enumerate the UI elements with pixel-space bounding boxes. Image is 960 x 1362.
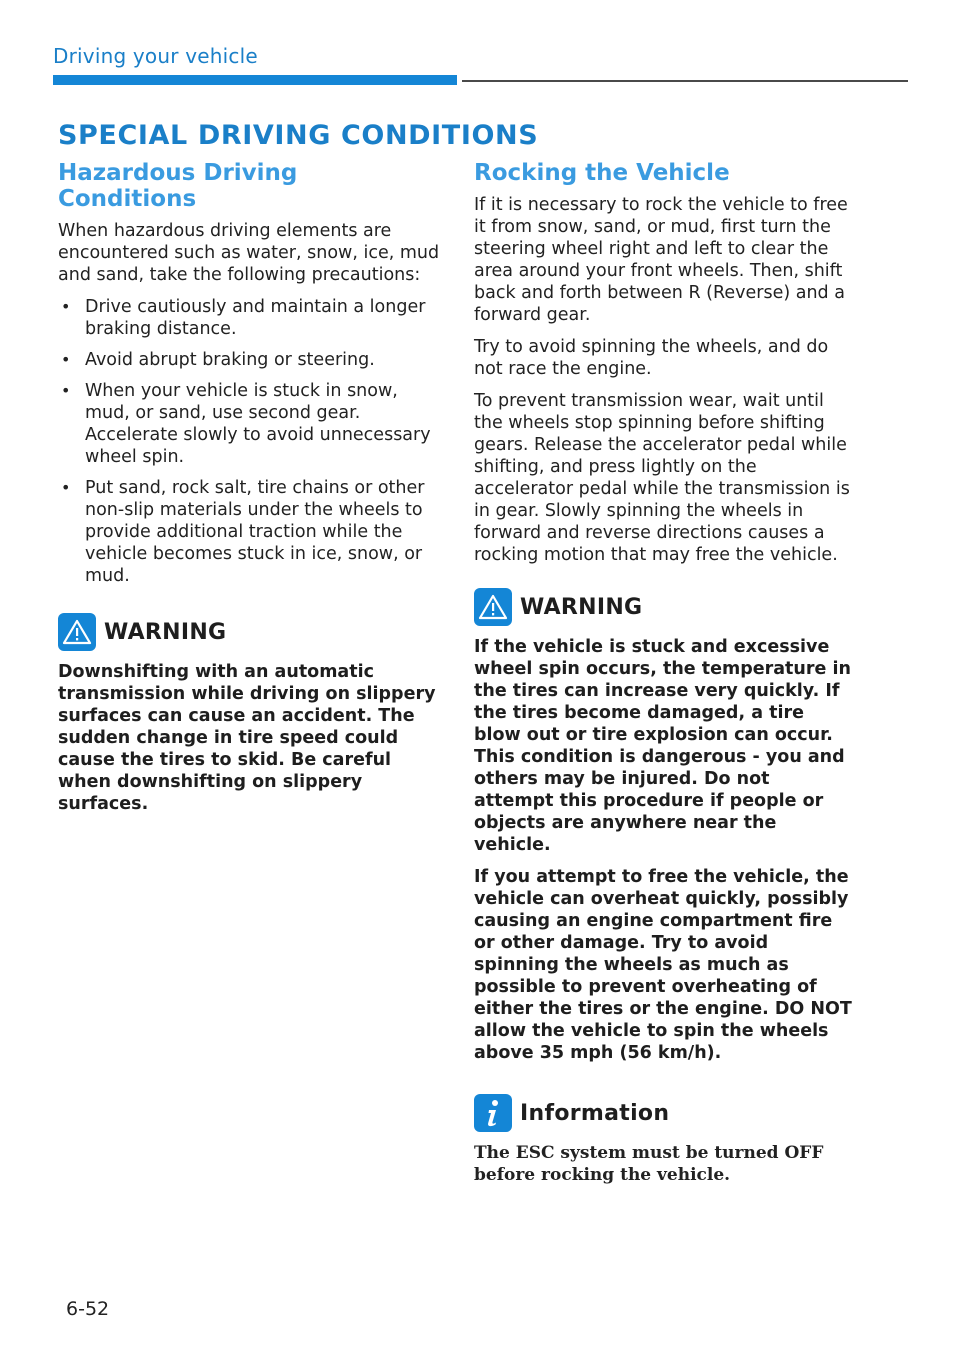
hazardous-conditions-heading: Hazardous Driving Conditions (58, 160, 298, 212)
information-icon (474, 1094, 512, 1132)
warning-header (474, 588, 852, 626)
warning-icon (58, 613, 96, 651)
warning-header (58, 613, 440, 651)
rocking-vehicle-heading: Rocking the Vehicle (474, 160, 730, 186)
hazardous-intro: When hazardous driving elements are encountered such as water, snow, ice, mud and sand, take the following precautions: (58, 221, 440, 285)
information-text: The ESC system must be turned OFF before rocking the vehicle. (474, 1143, 824, 1185)
header-rule (462, 80, 908, 82)
information-title: Information (520, 1100, 670, 1126)
list-item: • Drive cautiously and maintain a longer braking distance. (58, 296, 440, 340)
list-item: • Avoid abrupt braking or steering. (58, 349, 440, 371)
information-header (474, 1094, 852, 1132)
warning-title: WARNING (104, 619, 227, 645)
list-item: • When your vehicle is stuck in snow, mud, or sand, use second gear. Accelerate slowly to avoid unnecessary wheel spin. (58, 380, 440, 468)
right-column (474, 160, 852, 1186)
left-column (58, 160, 440, 825)
warning-icon (474, 588, 512, 626)
rocking-paragraph: If it is necessary to rock the vehicle to free it from snow, sand, or mud, first turn the steering wheel right and left to clear the area around your front wheels. Then, shift back and forth between R (Reverse) and a forward gear. (474, 195, 848, 325)
warning-text: Downshifting with an automatic transmission while driving on slippery surfaces can cause an accident. The sudden change in tire speed could cause the tires to skid. Be careful when downshifting on slippery surfaces. (58, 662, 436, 814)
warning-text: If the vehicle is stuck and excessive wheel spin occurs, the temperature in the tires can increase very quickly. If the tires become damaged, a tire blow out or tire explosion can occur. This condition is dangerous - you and others may be injured. Do not attempt this procedure if people or objects are anywhere near the vehicle. (474, 637, 851, 855)
page-number: 6-52 (66, 1298, 110, 1320)
warning-title: WARNING (520, 594, 643, 620)
precautions-list (58, 296, 440, 587)
warning-text: If you attempt to free the vehicle, the vehicle can overheat quickly, possibly causing an engine compartment fire or other damage. Try to avoid spinning the wheels as much as possible to prevent overheating of either the tires or the engine. DO NOT allow the vehicle to spin the wheels above 35 mph (56 km/h). (474, 867, 852, 1063)
header-rule-accent (53, 75, 457, 85)
chapter-title: Driving your vehicle (53, 44, 258, 68)
rocking-paragraph: To prevent transmission wear, wait until the wheels stop spinning before shifting gears. Release the accelerator pedal while shifting, and press lightly on the accelerator pedal while the transmission is in gear. Slowly spinning the wheels in forward and reverse directions causes a rocking motion that may free the vehicle. (474, 391, 850, 565)
section-title: SPECIAL DRIVING CONDITIONS (58, 120, 539, 151)
rocking-paragraph: Try to avoid spinning the wheels, and do not race the engine. (474, 337, 829, 379)
list-item: • Put sand, rock salt, tire chains or other non-slip materials under the wheels to provide additional traction while the vehicle becomes stuck in ice, snow, or mud. (58, 477, 440, 587)
